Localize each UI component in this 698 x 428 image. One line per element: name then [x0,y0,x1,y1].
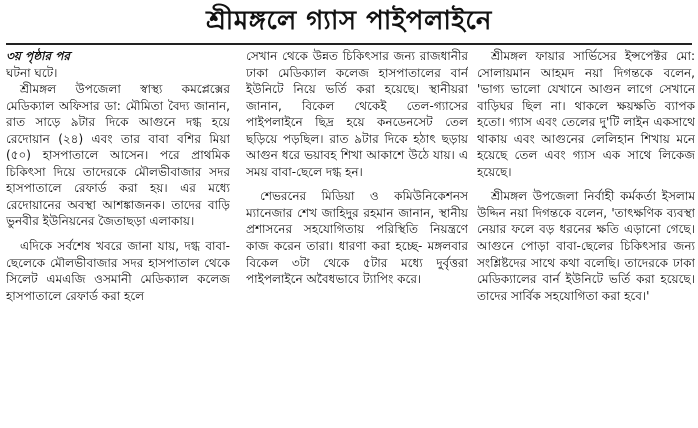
paragraph: সেখান থেকে উন্নত চিকিৎসার জন্য রাজধানীর ঢাকা মেডিক্যাল কলেজ হাসপাতালের বার্ন ইউনিটে নিয়ে ভর্তি করা হয়েছে। স্থানীয়রা জানান, বিকেল থেকেই তেল-গ্যাসের পাইপলাইনে ছিদ্র হয়ে কনডেনসেট তেল ছড়িয়ে পড়ছিল। রাত ৯টার দিকে হঠাৎ ছড়ায় আগুন ধরে ভয়াবহ শিখা আকাশে উঠে যায়। এ সময় বাবা-ছেলে দগ্ধ হন। [246,49,468,179]
paragraph: শেভরনের মিডিয়া ও কমিউনিকেশনস ম্যানেজার শেখ জাহিদুর রহমান জানান, স্থানীয় প্রশাসনের সহযোগিতায় পরিস্থিতি নিয়ন্ত্রণে কাজ করেন তারা। ধারণা করা হচ্ছে- মঙ্গলবার বিকেল ৩টা থেকে ৫টার মধ্যে দুর্বৃত্তরা পাইপলাইনে অবৈধভাবে ট্যাপিং করে। [246,189,468,287]
continued-from-text: ৩য় পৃষ্ঠার পর [6,49,71,63]
continued-from-label [6,48,230,65]
article-column-3 [477,48,695,424]
paragraph: ঘটনা ঘটে। [6,65,58,80]
headline-bar [0,0,698,44]
paragraph: শ্রীমঙ্গল উপজেলা নির্বাহী কর্মকর্তা ইসলাম উদ্দিন নয়া দিগন্তকে বলেন, 'তাৎক্ষণিক ব্যবস্থা নেয়ার ফলে বড় ধরনের ক্ষতি এড়ানো গেছে। আগুনে পোড়া বাবা-ছেলের চিকিৎসার জন্য সংশ্লিষ্টদের সাথে কথা বলেছি। তাদেরকে ঢাকা মেডিক্যালের বার্ন ইউনিটে ভর্তি করা হয়েছে। তাদের সার্বিক সহযোগিতা করা হবে।' [477,189,695,303]
paragraph: শ্রীমঙ্গল উপজেলা স্বাস্থ্য কমপ্লেক্সের মেডিক্যাল অফিসার ডা: মৌমিতা বৈদ্য জানান, রাত সাড়ে ৯টার দিকে আগুনে দগ্ধ হয়ে রেদোয়ান (২৪) এবং তার বাবা বশির মিয়া (৫০) হাসপাতালে আসেন। পরে প্রাথমিক চিকিৎসা দিয়ে তাদেরকে মৌলভীবাজার সদর হাসপাতালে রেফার্ড করা হয়। এর মধ্যে রেদোয়ানের অবস্থা আশঙ্কাজনক। তাদের বাড়ি ভুনবীর ইউনিয়নের জৈতাছড়া এলাকায়। [6,82,230,229]
paragraph: এদিকে সর্বশেষ খবরে জানা যায়, দগ্ধ বাবা-ছেলেকে মৌলভীবাজার সদর হাসপাতাল থেকে সিলেট এমএজি ওসমানী মেডিক্যাল কলেজ হাসপাতালে রেফার্ড করা হলে [6,239,230,303]
headline-rule [6,43,692,45]
paragraph: শ্রীমঙ্গল ফায়ার সার্ভিসের ইন্সপেক্টর মো: সোলায়মান আহমদ নয়া দিগন্তকে বলেন, 'ভাগ্য ভালো যেখানে আগুন লাগে সেখানে বাড়িঘর ছিল না। থাকলে ক্ষয়ক্ষতি ব্যাপক হতো। গ্যাস এবং তেলের দু'টি লাইন একসাথে থাকায় এবং আগুনের লেলিহান শিখায় মনে হয়েছে তেল এবং গ্যাস এক সাথে লিকেজ হয়েছে। [477,49,695,179]
article-column-1 [6,48,230,424]
article-column-2 [246,48,468,424]
headline: শ্রীমঙ্গলে গ্যাস পাইপলাইনে [206,6,492,36]
